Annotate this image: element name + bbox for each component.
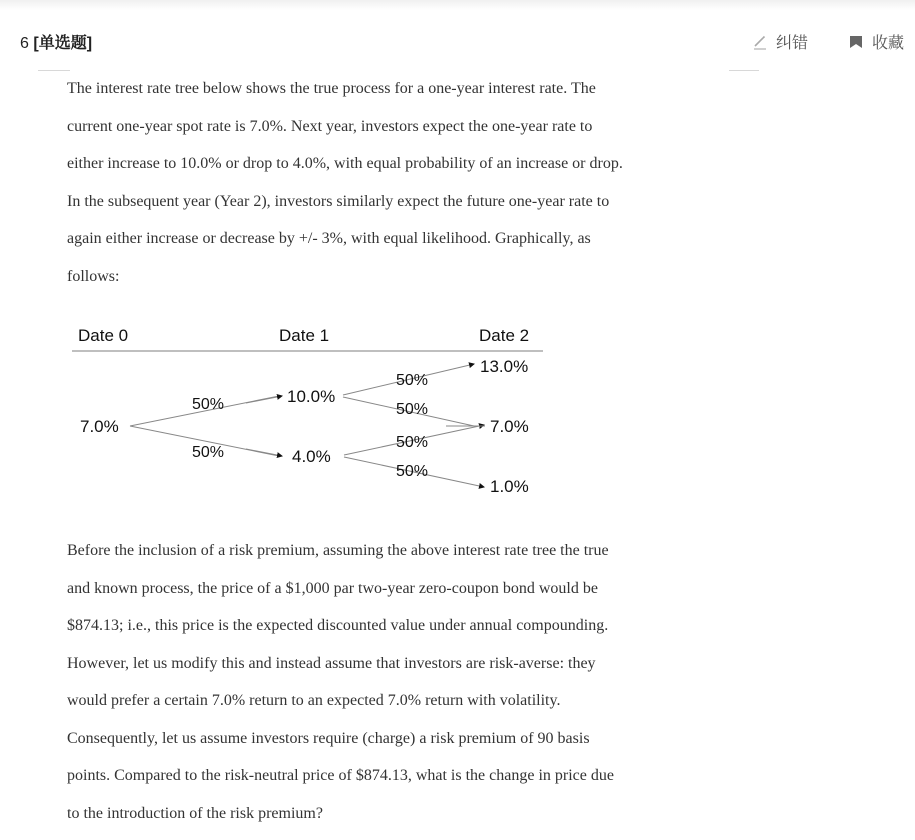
body-line: would prefer a certain 7.0% return to an expected 7.0% return with volatility. (67, 692, 561, 709)
node-date0-rate: 7.0% (80, 417, 119, 436)
header-date-2: Date 2 (479, 326, 530, 345)
node-date2-mid-rate: 7.0% (490, 417, 529, 436)
report-error-label: 纠错 (776, 35, 809, 52)
prob-up-down: 50% (396, 401, 429, 418)
body-line: However, let us modify this and instead assume that investors are risk-averse: they (67, 654, 596, 672)
prob-down-up: 50% (396, 434, 429, 451)
intro-line: follows: (67, 267, 120, 285)
question-body (67, 532, 757, 832)
prob-d0-down: 50% (192, 444, 225, 461)
top-shadow (0, 0, 915, 10)
intro-line: current one-year spot rate is 7.0%. Next year, investors expect the one-year rate to (67, 117, 593, 135)
interest-rate-tree (66, 318, 546, 508)
prob-d0-up: 50% (192, 396, 225, 413)
question-number: 6 (20, 35, 29, 52)
header-date-0: Date 0 (78, 326, 129, 345)
body-line: Consequently, let us assume investors require (charge) a risk premium of 90 basis (67, 729, 590, 747)
body-line: to the introduction of the risk premium? (67, 804, 323, 822)
header-date-1: Date 1 (279, 326, 330, 345)
intro-line: The interest rate tree below shows the true process for a one-year interest rate. The (67, 80, 596, 97)
body-line: and known process, the price of a $1,000 par two-year zero-coupon bond would be (67, 579, 598, 597)
bookmark-flag-icon (848, 34, 864, 50)
pencil-icon (752, 34, 768, 50)
intro-line: again either increase or decrease by +/- 3%, with equal likelihood. Graphically, as (67, 230, 591, 247)
favorite-label: 收藏 (872, 35, 905, 52)
arrow-to-down-node (246, 449, 282, 456)
node-date1-up-rate: 10.0% (287, 387, 336, 406)
favorite-button[interactable] (848, 30, 904, 53)
prob-up-up: 50% (396, 372, 429, 389)
intro-line: either increase to 10.0% or drop to 4.0%, with equal probability of an increase or drop. (67, 155, 623, 172)
arrow-to-up-node (246, 396, 282, 403)
node-date2-up-rate: 13.0% (480, 357, 529, 376)
intro-line: In the subsequent year (Year 2), investors similarly expect the future one-year rate to (67, 192, 610, 210)
question-title (20, 30, 92, 53)
body-line: points. Compared to the risk-neutral price of $874.13, what is the change in price due (67, 767, 614, 784)
question-header (0, 28, 915, 56)
node-date1-down-rate: 4.0% (292, 447, 331, 466)
report-error-button[interactable] (752, 30, 808, 53)
divider-left (38, 70, 70, 71)
question-intro (67, 70, 757, 295)
node-date2-down-rate: 1.0% (490, 477, 529, 496)
body-line: Before the inclusion of a risk premium, assuming the above interest rate tree the true (67, 542, 609, 559)
question-type: [单选题] (33, 35, 93, 52)
body-line: $874.13; i.e., this price is the expected discounted value under annual compounding. (67, 617, 609, 634)
prob-down-down: 50% (396, 463, 429, 480)
